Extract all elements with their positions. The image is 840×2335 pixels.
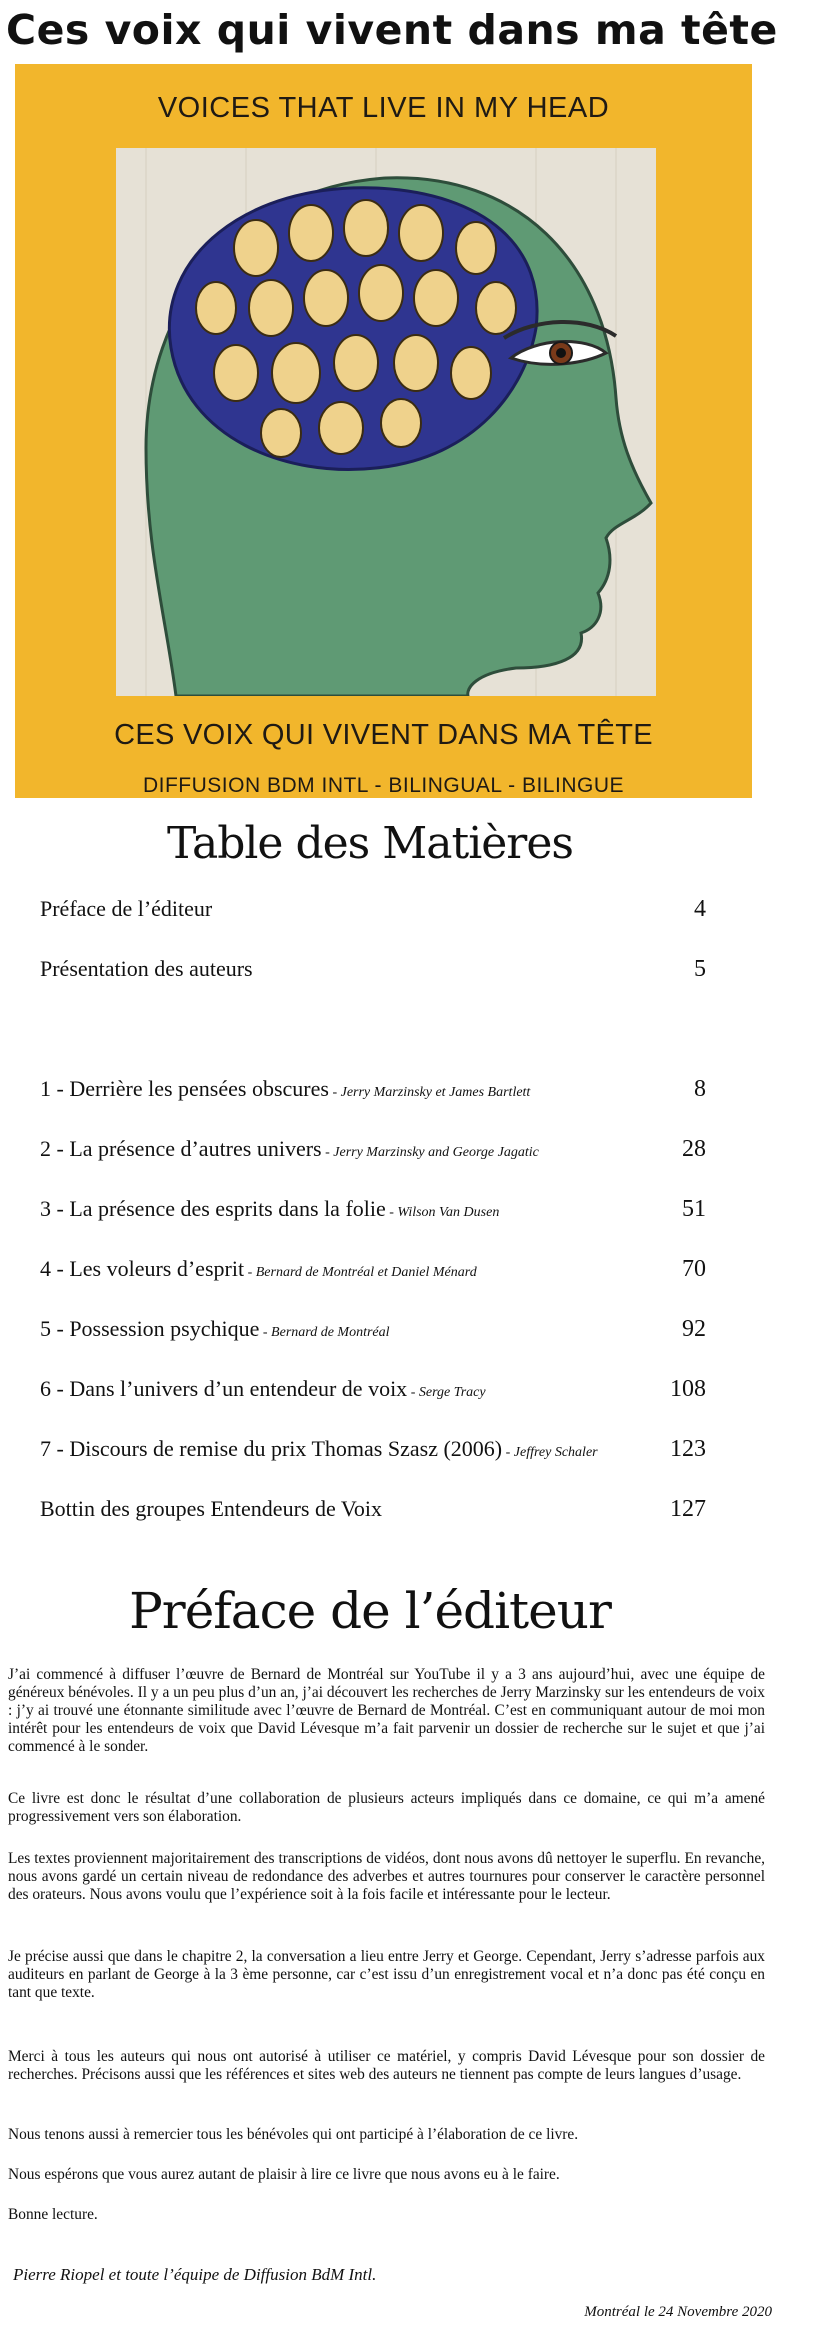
toc-entry-author: - Serge Tracy [407, 1385, 486, 1400]
toc-entry [40, 1492, 706, 1526]
toc-entry [40, 1372, 706, 1406]
toc-entry-page: 108 [670, 1376, 706, 1402]
toc-entry-author: - Jeffrey Schaler [502, 1445, 598, 1460]
toc-entry [40, 1312, 706, 1346]
preface-paragraph: Je précise aussi que dans le chapitre 2, la conversation a lieu entre Jerry et George. Cependant, Jerry s’adresse parfois aux auditeurs en parlant de George à la 3 ème personne, car c’est issu d’un enregistrement vocal et n’a donc pas été conçu en tant que texte. [8, 1948, 765, 2001]
toc-entry-title: Présentation des auteurs [40, 956, 253, 981]
toc-entry-page: 70 [682, 1256, 706, 1282]
toc-entry-page: 51 [682, 1196, 706, 1222]
toc-entry-title: 5 - Possession psychique [40, 1316, 260, 1341]
toc-entry [40, 1432, 706, 1466]
toc-entry-title: 6 - Dans l’univers d’un entendeur de voix [40, 1376, 408, 1401]
toc-entry-author: - Bernard de Montréal et Daniel Ménard [244, 1265, 477, 1280]
toc-entry-title: 1 - Derrière les pensées obscures [40, 1076, 329, 1101]
toc-title: Table des Matières [167, 818, 573, 869]
toc-entry-page: 5 [694, 956, 706, 982]
toc-entry-page: 123 [670, 1436, 706, 1462]
toc-entry-title: 4 - Les voleurs d’esprit [40, 1256, 245, 1281]
signature: Pierre Riopel et toute l’équipe de Diffusion BdM Intl. [13, 2265, 377, 2284]
toc-entry [40, 1132, 706, 1166]
toc-entry [40, 892, 706, 926]
cover-top-text: VOICES THAT LIVE IN MY HEAD [157, 92, 610, 124]
toc-entry-author: - Jerry Marzinsky and George Jagatic [321, 1145, 539, 1160]
toc-entry [40, 1192, 706, 1226]
cover-footer-text: DIFFUSION BDM INTL - BILINGUAL - BILINGUE [142, 774, 624, 797]
preface-paragraph: Bonne lecture. [8, 2206, 98, 2223]
toc-entry-page: 4 [694, 896, 706, 922]
toc-entry-author: - Wilson Van Dusen [385, 1205, 500, 1220]
toc-entry-title: 7 - Discours de remise du prix Thomas Szasz (2006) [40, 1436, 503, 1461]
preface-paragraph: Nous tenons aussi à remercier tous les bénévoles qui ont participé à l’élaboration de ce livre. [8, 2126, 579, 2143]
preface-title: Préface de l’éditeur [129, 1582, 611, 1640]
toc-entry-page: 28 [682, 1136, 706, 1162]
preface-paragraph: Ce livre est donc le résultat d’une collaboration de plusieurs acteurs impliqués dans ce domaine, ce qui m’a amené progressivement vers son élaboration. [8, 1790, 765, 1825]
book-cover [15, 64, 752, 798]
preface-paragraph: J’ai commencé à diffuser l’œuvre de Bernard de Montréal sur YouTube il y a 3 ans aujourd’hui, avec une équipe de généreux bénévoles. Il y a un peu plus d’un an, j’ai découvert les recherches de Jerry Marzinsky sur les entendeurs de voix : j’y ai trouvé une étonnante similitude avec l’œuvre de Bernard de Montréal. C’est en communiquant autour de moi mon intérêt pour les entendeurs de voix que David Lévesque m’a fait parvenir un dossier de recherche sur le sujet et que j’ai commencé à le sonder. [8, 1666, 765, 1755]
toc-entry-title: Préface de l’éditeur [40, 896, 213, 921]
toc-entry [40, 952, 706, 986]
cover-bottom-text: CES VOIX QUI VIVENT DANS MA TÊTE [114, 719, 653, 751]
toc-entry [40, 1252, 706, 1286]
page-title: Ces voix qui vivent dans ma tête [6, 6, 778, 54]
toc-entry [40, 1072, 706, 1106]
toc-entry-title: 3 - La présence des esprits dans la folie [40, 1196, 386, 1221]
preface-paragraph: Les textes proviennent majoritairement des transcriptions de vidéos, dont nous avons dû nettoyer le superflu. En revanche, nous avons gardé un certain niveau de redondance des adverbes et autres tournures pour conserver le caractère personnel des orateurs. Nous avons voulu que l’expérience soit à la fois facile et intéressante pour le lecteur. [8, 1850, 765, 1903]
toc-entry-page: 8 [694, 1076, 706, 1102]
toc-entry-author: - Jerry Marzinsky et James Bartlett [328, 1085, 531, 1100]
toc-entry-page: 92 [682, 1316, 706, 1342]
preface-paragraph: Merci à tous les auteurs qui nous ont autorisé à utiliser ce matériel, y compris David Lévesque pour son dossier de recherches. Précisons aussi que les références et sites web des auteurs ne tiennent pas compte de leurs langues d’usage. [8, 2048, 765, 2083]
dateline: Montréal le 24 Novembre 2020 [584, 2304, 772, 2320]
head-profile-illustration [116, 148, 656, 696]
preface-paragraph: Nous espérons que vous aurez autant de plaisir à lire ce livre que nous avons eu à le faire. [8, 2166, 560, 2183]
toc-entry-author: - Bernard de Montréal [259, 1325, 390, 1340]
toc-entry-title: Bottin des groupes Entendeurs de Voix [40, 1496, 382, 1521]
toc-entry-title: 2 - La présence d’autres univers [40, 1136, 322, 1161]
toc-entry-page: 127 [670, 1496, 706, 1522]
